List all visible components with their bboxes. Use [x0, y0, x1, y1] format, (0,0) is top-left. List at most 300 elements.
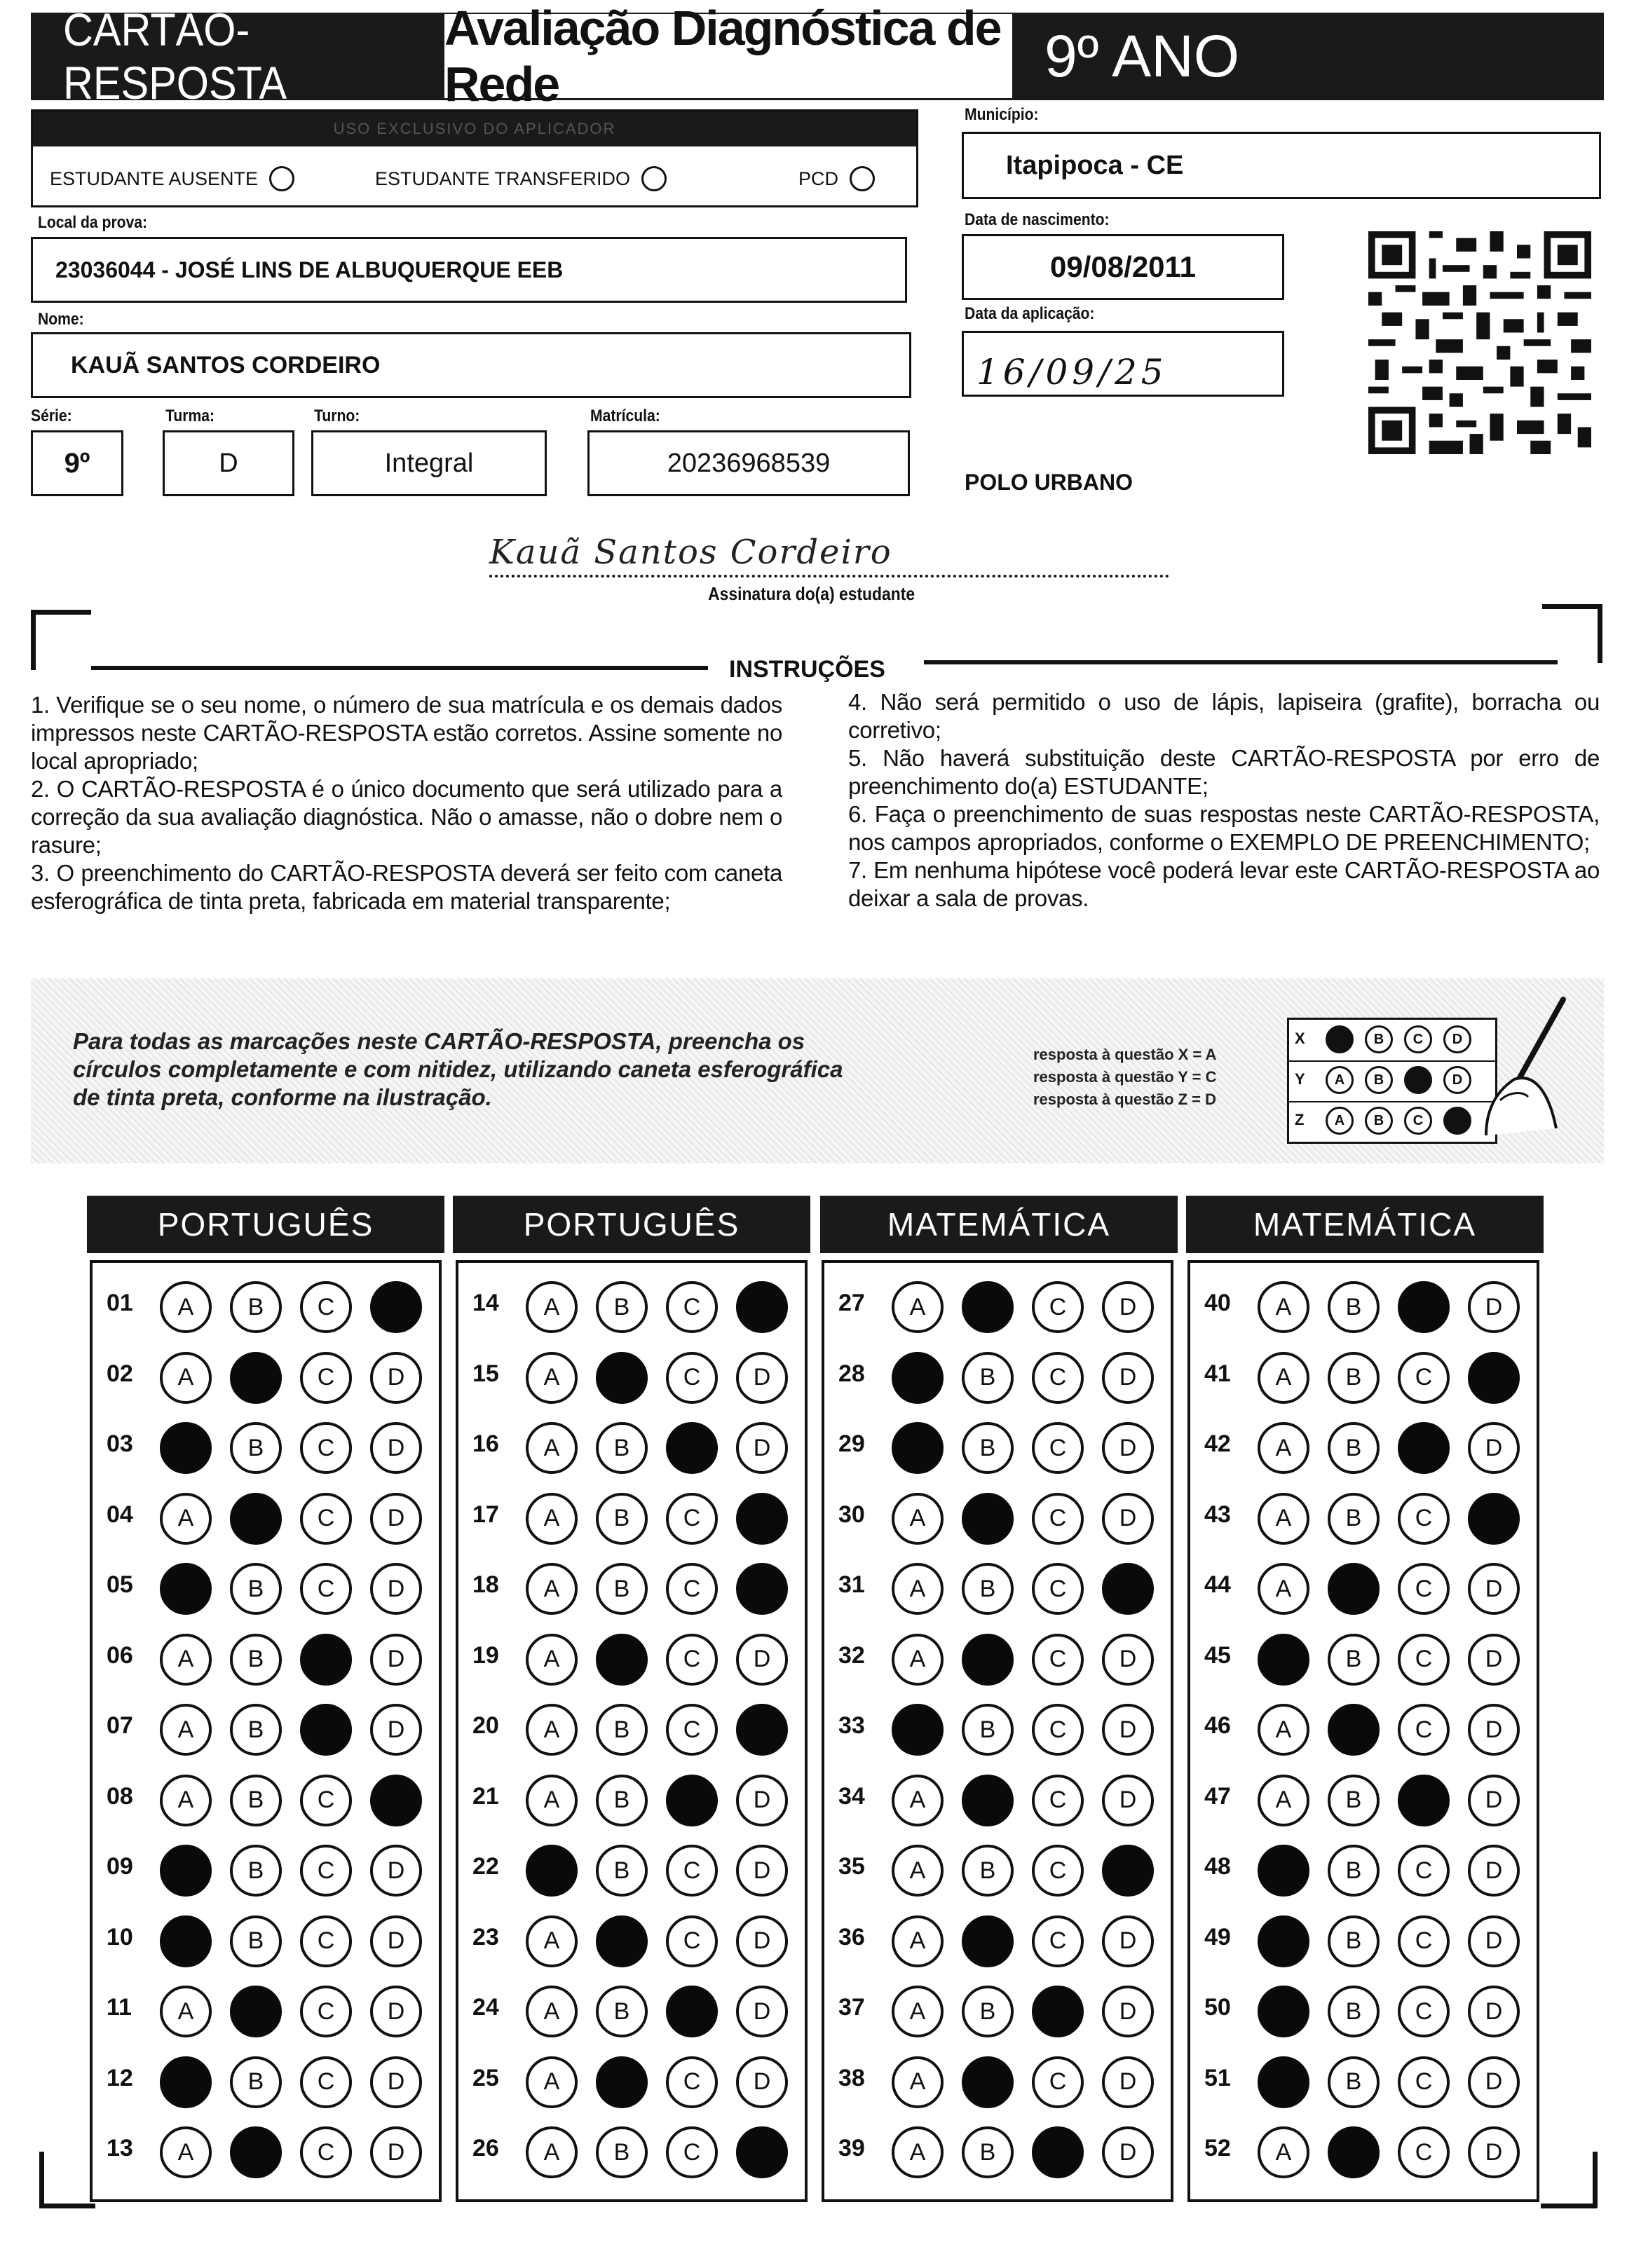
answer-bubble-c[interactable]: C [300, 1634, 352, 1686]
answer-bubble-d[interactable]: D [370, 1352, 422, 1404]
instruction-3: 3. O preenchimento do CARTÃO-RESPOSTA deverá ser feito com caneta esferográfica de tinta preta, fabricada em material transparente; [31, 860, 782, 914]
answer-bubble-a[interactable]: A [160, 1352, 212, 1404]
absent-radio[interactable] [269, 166, 294, 191]
answer-bubble-b[interactable]: B [1328, 1915, 1380, 1967]
answer-bubble-d[interactable]: D [1102, 1915, 1154, 1967]
answer-bubble-c[interactable]: C [666, 2056, 718, 2108]
answer-bubble-a[interactable]: A [526, 1845, 578, 1897]
signature-area[interactable] [489, 533, 1169, 575]
answer-bubble-a[interactable]: A [1258, 1493, 1309, 1545]
answer-bubble-a[interactable]: A [526, 2126, 578, 2178]
answer-bubble-b[interactable]: B [230, 1704, 282, 1756]
answer-bubble-b[interactable]: B [962, 1634, 1014, 1686]
name-value: KAUÃ SANTOS CORDEIRO [71, 351, 381, 378]
answer-bubble-a[interactable]: A [892, 1634, 944, 1686]
answer-bubble-c[interactable]: C [1032, 1775, 1084, 1826]
question-row [93, 1276, 439, 1339]
applicator-heading: USO EXCLUSIVO DO APLICADOR [33, 111, 916, 146]
answer-bubble-a[interactable]: A [892, 1281, 944, 1333]
answer-bubble-b[interactable]: B [230, 1352, 282, 1404]
answer-bubble-a[interactable]: A [892, 1352, 944, 1404]
answer-bubble-d[interactable]: D [736, 1352, 788, 1404]
answer-bubble-a[interactable]: A [526, 2056, 578, 2108]
answer-bubble-a[interactable]: A [1258, 1986, 1309, 2037]
application-date-field[interactable] [962, 331, 1284, 397]
answer-bubble-d[interactable]: D [370, 1704, 422, 1756]
answer-bubble-a[interactable]: A [1258, 1563, 1309, 1615]
answer-bubble-d[interactable]: D [1102, 1563, 1154, 1615]
example-bubble-d: D [1443, 1066, 1471, 1094]
answer-bubble-a[interactable]: A [1258, 1704, 1309, 1756]
local-value: 23036044 - JOSÉ LINS DE ALBUQUERQUE EEB [55, 257, 564, 282]
answer-bubble-c[interactable]: C [1032, 1704, 1084, 1756]
question-row [93, 1416, 439, 1480]
answer-bubble-a[interactable]: A [1258, 1281, 1309, 1333]
answer-bubble-b[interactable]: B [596, 1915, 648, 1967]
answer-bubble-c[interactable]: C [1032, 1634, 1084, 1686]
answer-bubble-a[interactable]: A [1258, 1422, 1309, 1474]
answer-bubble-b[interactable]: B [230, 1634, 282, 1686]
answer-bubble-b[interactable]: B [1328, 2056, 1380, 2108]
answer-bubble-c[interactable]: C [300, 2056, 352, 2108]
answer-bubble-a[interactable]: A [160, 1422, 212, 1474]
answer-bubble-b[interactable]: B [596, 1634, 648, 1686]
answer-bubble-a[interactable]: A [1258, 2126, 1309, 2178]
turma-value: D [219, 448, 238, 478]
answer-bubble-b[interactable]: B [962, 1775, 1014, 1826]
answer-bubble-a[interactable]: A [526, 1563, 578, 1615]
answer-bubble-c[interactable]: C [1398, 1704, 1450, 1756]
answer-bubble-d[interactable]: D [736, 2126, 788, 2178]
answer-bubble-b[interactable]: B [230, 1563, 282, 1615]
answer-bubble-d[interactable]: D [1468, 1775, 1520, 1826]
answer-bubble-a[interactable]: A [1258, 1634, 1309, 1686]
example-bubble-c: C [1404, 1025, 1432, 1053]
answer-bubble-c[interactable]: C [666, 1915, 718, 1967]
question-number: 18 [472, 1571, 499, 1598]
answer-bubble-a[interactable]: A [526, 1986, 578, 2037]
answer-bubble-b[interactable]: B [1328, 1352, 1380, 1404]
pcd-option[interactable] [798, 166, 875, 191]
answer-bubble-d[interactable]: D [1468, 1563, 1520, 1615]
answer-bubble-a[interactable]: A [160, 1775, 212, 1826]
answer-bubble-d[interactable]: D [736, 1281, 788, 1333]
answer-bubble-b[interactable]: B [962, 1422, 1014, 1474]
instruction-1: 1. Verifique se o seu nome, o número de sua matrícula e os demais dados impressos neste CARTÃO-RESPOSTA estão corretos. Assine somente no local apropriado; [31, 692, 782, 774]
answer-bubble-c[interactable]: C [1398, 2126, 1450, 2178]
answer-bubble-a[interactable]: A [892, 1704, 944, 1756]
answer-bubble-b[interactable]: B [230, 1845, 282, 1897]
answer-bubble-d[interactable]: D [1468, 2056, 1520, 2108]
question-row [458, 1276, 805, 1339]
answer-bubble-d[interactable]: D [370, 1563, 422, 1615]
question-number: 26 [472, 2135, 499, 2161]
answer-bubble-d[interactable]: D [1102, 1845, 1154, 1897]
answer-bubble-c[interactable]: C [1032, 1915, 1084, 1967]
question-row [1190, 1416, 1537, 1480]
answer-bubble-c[interactable]: C [1398, 1352, 1450, 1404]
answer-bubble-d[interactable]: D [370, 1422, 422, 1474]
question-row [93, 1487, 439, 1550]
name-label: Nome: [38, 310, 84, 329]
answer-bubble-b[interactable]: B [962, 1845, 1014, 1897]
question-number: 41 [1204, 1360, 1231, 1387]
pcd-radio[interactable] [850, 166, 875, 191]
example-bubble-b: B [1365, 1066, 1393, 1094]
answer-bubble-a[interactable]: A [892, 1915, 944, 1967]
municipio-field [962, 132, 1601, 199]
answer-bubble-d[interactable]: D [736, 1845, 788, 1897]
transferred-option[interactable] [375, 166, 667, 191]
answer-bubble-c[interactable]: C [666, 1563, 718, 1615]
answer-bubble-d[interactable]: D [370, 1493, 422, 1545]
question-row [1190, 1346, 1537, 1409]
question-row [824, 1276, 1171, 1339]
answer-bubble-b[interactable]: B [596, 2056, 648, 2108]
answer-bubble-a[interactable]: A [160, 1493, 212, 1545]
answer-bubble-c[interactable]: C [300, 1281, 352, 1333]
answer-bubble-d[interactable]: D [1102, 1775, 1154, 1826]
answer-bubble-b[interactable]: B [1328, 1845, 1380, 1897]
answer-bubble-d[interactable]: D [736, 1704, 788, 1756]
answer-bubble-a[interactable]: A [160, 1634, 212, 1686]
turma-field [163, 430, 294, 496]
answer-bubble-a[interactable]: A [526, 1422, 578, 1474]
question-number: 14 [472, 1290, 499, 1316]
answer-bubble-c[interactable]: C [1032, 2056, 1084, 2108]
question-number: 06 [107, 1641, 133, 1669]
answer-bubble-b[interactable]: B [1328, 1634, 1380, 1686]
answer-bubble-a[interactable]: A [892, 1493, 944, 1545]
example-legend-z: resposta à questão Z = D [1033, 1091, 1217, 1108]
answer-bubble-d[interactable]: D [1468, 1422, 1520, 1474]
answer-bubble-c[interactable]: C [1398, 1915, 1450, 1967]
answer-bubble-b[interactable]: B [230, 1493, 282, 1545]
answer-bubble-c[interactable]: C [300, 1845, 352, 1897]
answer-bubble-b[interactable]: B [1328, 1775, 1380, 1826]
answer-bubble-c[interactable]: C [666, 1422, 718, 1474]
answer-bubble-b[interactable]: B [596, 1845, 648, 1897]
local-field [31, 237, 907, 303]
question-number: 32 [838, 1641, 865, 1669]
answer-bubble-d[interactable]: D [1468, 2126, 1520, 2178]
answer-bubble-c[interactable]: C [300, 1493, 352, 1545]
answer-bubble-b[interactable]: B [1328, 1704, 1380, 1756]
answer-bubble-c[interactable]: C [300, 1352, 352, 1404]
answer-bubble-c[interactable]: C [1398, 1845, 1450, 1897]
answer-bubble-b[interactable]: B [962, 1563, 1014, 1615]
answer-bubble-a[interactable]: A [892, 1422, 944, 1474]
answer-bubble-d[interactable]: D [370, 1634, 422, 1686]
answer-bubble-a[interactable]: A [1258, 1775, 1309, 1826]
answer-section-1 [90, 1260, 442, 2202]
qr-code-icon [1368, 231, 1591, 454]
answer-bubble-a[interactable]: A [1258, 1845, 1309, 1897]
answer-bubble-b[interactable]: B [596, 1775, 648, 1826]
answer-bubble-a[interactable]: A [892, 1845, 944, 1897]
answer-bubble-a[interactable]: A [526, 1493, 578, 1545]
answer-bubble-b[interactable]: B [230, 2126, 282, 2178]
question-number: 35 [838, 1853, 865, 1880]
answer-bubble-b[interactable]: B [230, 1281, 282, 1333]
answer-bubble-d[interactable]: D [370, 1845, 422, 1897]
absent-option[interactable] [50, 166, 294, 191]
answer-bubble-d[interactable]: D [370, 1281, 422, 1333]
answer-bubble-b[interactable]: B [596, 1986, 648, 2037]
answer-bubble-b[interactable]: B [1328, 1281, 1380, 1333]
answer-bubble-b[interactable]: B [1328, 2126, 1380, 2178]
answer-bubble-a[interactable]: A [1258, 2056, 1309, 2108]
answer-bubble-c[interactable]: C [666, 1352, 718, 1404]
answer-bubble-b[interactable]: B [596, 1704, 648, 1756]
answer-bubble-d[interactable]: D [370, 1915, 422, 1967]
answer-bubble-b[interactable]: B [962, 1986, 1014, 2037]
answer-bubble-c[interactable]: C [1032, 1281, 1084, 1333]
answer-bubble-b[interactable]: B [962, 1281, 1014, 1333]
answer-bubble-d[interactable]: D [736, 1775, 788, 1826]
answer-bubble-d[interactable]: D [1102, 1352, 1154, 1404]
answer-bubble-d[interactable]: D [1468, 1634, 1520, 1686]
answer-bubble-c[interactable]: C [1398, 1775, 1450, 1826]
question-number: 29 [838, 1430, 865, 1457]
example-row-label: Y [1295, 1070, 1305, 1088]
corner-bottom-right [1541, 2204, 1597, 2208]
answer-bubble-a[interactable]: A [160, 1915, 212, 1967]
answer-bubble-b[interactable]: B [230, 1986, 282, 2037]
answer-bubble-c[interactable]: C [1032, 1493, 1084, 1545]
answer-bubble-d[interactable]: D [1102, 1704, 1154, 1756]
answer-section-3 [822, 1260, 1173, 2202]
answer-bubble-b[interactable]: B [230, 1775, 282, 1826]
answer-bubble-d[interactable]: D [1468, 1352, 1520, 1404]
answer-bubble-a[interactable]: A [526, 1915, 578, 1967]
answer-bubble-b[interactable]: B [1328, 1422, 1380, 1474]
answer-bubble-d[interactable]: D [370, 1986, 422, 2037]
answer-bubble-c[interactable]: C [666, 1845, 718, 1897]
question-row [458, 1416, 805, 1480]
question-row [824, 1557, 1171, 1620]
instruction-7: 7. Em nenhuma hipótese você poderá levar este CARTÃO-RESPOSTA ao deixar a sala de provas. [848, 857, 1600, 911]
answer-bubble-b[interactable]: B [962, 1493, 1014, 1545]
question-row [93, 1346, 439, 1409]
corner-top-right [1542, 604, 1602, 609]
answer-bubble-a[interactable]: A [892, 2126, 944, 2178]
answer-bubble-c[interactable]: C [1032, 1422, 1084, 1474]
turno-field [311, 430, 547, 496]
question-number: 37 [838, 1994, 865, 2021]
answer-bubble-c[interactable]: C [300, 1422, 352, 1474]
question-number: 23 [472, 1923, 499, 1951]
answer-bubble-b[interactable]: B [1328, 1493, 1380, 1545]
question-number: 27 [838, 1290, 865, 1316]
answer-bubble-c[interactable]: C [300, 1563, 352, 1615]
answer-bubble-a[interactable]: A [892, 1563, 944, 1615]
answer-bubble-c[interactable]: C [300, 1986, 352, 2037]
answer-bubble-c[interactable]: C [300, 1915, 352, 1967]
answer-bubble-b[interactable]: B [962, 2056, 1014, 2108]
corner-top-left-v [31, 610, 36, 670]
answer-bubble-d[interactable]: D [1468, 1704, 1520, 1756]
answer-bubble-a[interactable]: A [526, 1281, 578, 1333]
answer-bubble-a[interactable]: A [160, 1986, 212, 2037]
answer-bubble-b[interactable]: B [230, 2056, 282, 2108]
answer-bubble-b[interactable]: B [230, 1422, 282, 1474]
answer-bubble-d[interactable]: D [736, 1493, 788, 1545]
corner-bottom-left [39, 2204, 95, 2208]
answer-bubble-d[interactable]: D [1468, 1845, 1520, 1897]
answer-bubble-c[interactable]: C [666, 1775, 718, 1826]
answer-bubble-d[interactable]: D [1102, 2056, 1154, 2108]
answer-bubble-c[interactable]: C [666, 1634, 718, 1686]
answer-bubble-c[interactable]: C [1032, 2126, 1084, 2178]
answer-bubble-d[interactable]: D [370, 2056, 422, 2108]
answer-bubble-d[interactable]: D [1102, 2126, 1154, 2178]
applicator-box [31, 109, 918, 207]
answer-bubble-c[interactable]: C [300, 2126, 352, 2178]
answer-bubble-a[interactable]: A [160, 1845, 212, 1897]
birthdate-value: 09/08/2011 [1050, 250, 1196, 283]
application-date-label: Data da aplicação: [965, 304, 1095, 323]
answer-bubble-b[interactable]: B [962, 2126, 1014, 2178]
answer-bubble-a[interactable]: A [160, 2126, 212, 2178]
answer-bubble-c[interactable]: C [666, 1493, 718, 1545]
answer-bubble-c[interactable]: C [1398, 1634, 1450, 1686]
question-row [824, 1346, 1171, 1409]
answer-bubble-b[interactable]: B [1328, 1563, 1380, 1615]
answer-bubble-c[interactable]: C [1398, 1422, 1450, 1474]
question-row [458, 1346, 805, 1409]
answer-bubble-b[interactable]: B [596, 2126, 648, 2178]
answer-bubble-b[interactable]: B [596, 1352, 648, 1404]
example-row-label: X [1295, 1030, 1305, 1047]
answer-bubble-c[interactable]: C [300, 1704, 352, 1756]
answer-bubble-c[interactable]: C [666, 1704, 718, 1756]
answer-bubble-c[interactable]: C [1032, 1352, 1084, 1404]
instruction-5: 5. Não haverá substituição deste CARTÃO-RESPOSTA por erro de preenchimento do(a) ESTUDANTE; [848, 745, 1600, 799]
answer-bubble-b[interactable]: B [230, 1915, 282, 1967]
local-label: Local da prova: [38, 213, 148, 232]
transferred-radio[interactable] [641, 166, 667, 191]
answer-bubble-c[interactable]: C [666, 1281, 718, 1333]
answer-bubble-c[interactable]: C [666, 2126, 718, 2178]
question-row [458, 1557, 805, 1620]
question-row [93, 1628, 439, 1691]
answer-bubble-d[interactable]: D [1468, 1493, 1520, 1545]
hand-pen-icon [1458, 995, 1570, 1135]
answer-bubble-a[interactable]: A [526, 1634, 578, 1686]
answer-bubble-b[interactable]: B [962, 1704, 1014, 1756]
answer-bubble-d[interactable]: D [1468, 1986, 1520, 2037]
answer-bubble-d[interactable]: D [736, 1422, 788, 1474]
question-number: 28 [838, 1360, 865, 1387]
answer-bubble-c[interactable]: C [1398, 1563, 1450, 1615]
answer-bubble-a[interactable]: A [526, 1352, 578, 1404]
answer-bubble-a[interactable]: A [1258, 1915, 1309, 1967]
answer-bubble-b[interactable]: B [596, 1281, 648, 1333]
answer-bubble-b[interactable]: B [596, 1493, 648, 1545]
question-row [824, 2051, 1171, 2114]
question-row [824, 1980, 1171, 2043]
answer-bubble-d[interactable]: D [736, 1634, 788, 1686]
answer-bubble-a[interactable]: A [160, 1704, 212, 1756]
answer-bubble-d[interactable]: D [370, 2126, 422, 2178]
example-legend-x: resposta à questão X = A [1033, 1046, 1217, 1063]
question-number: 01 [107, 1290, 133, 1316]
answer-bubble-c[interactable]: C [1032, 1563, 1084, 1615]
answer-bubble-b[interactable]: B [596, 1563, 648, 1615]
answer-bubble-b[interactable]: B [1328, 1986, 1380, 2037]
answer-bubble-a[interactable]: A [1258, 1352, 1309, 1404]
answer-bubble-d[interactable]: D [1102, 1281, 1154, 1333]
question-number: 51 [1204, 2064, 1231, 2091]
answer-bubble-d[interactable]: D [736, 1563, 788, 1615]
question-number: 39 [838, 2135, 865, 2161]
answer-bubble-a[interactable]: A [892, 1775, 944, 1826]
answer-bubble-c[interactable]: C [1032, 1845, 1084, 1897]
answer-bubble-a[interactable]: A [892, 1986, 944, 2037]
answer-bubble-d[interactable]: D [736, 1915, 788, 1967]
question-row [824, 1839, 1171, 1902]
question-number: 31 [838, 1571, 865, 1598]
answer-bubble-d[interactable]: D [1102, 1634, 1154, 1686]
answer-bubble-d[interactable]: D [736, 2056, 788, 2108]
answer-bubble-c[interactable]: C [666, 1986, 718, 2037]
answer-bubble-b[interactable]: B [962, 1352, 1014, 1404]
answer-bubble-d[interactable]: D [1468, 1915, 1520, 1967]
question-row [1190, 1276, 1537, 1339]
municipio-value: Itapipoca - CE [1006, 150, 1184, 180]
question-row [458, 1910, 805, 1973]
serie-field [31, 430, 123, 496]
answer-bubble-a[interactable]: A [160, 1281, 212, 1333]
answer-bubble-d[interactable]: D [1102, 1422, 1154, 1474]
instructions-left [31, 691, 782, 915]
answer-bubble-a[interactable]: A [526, 1704, 578, 1756]
answer-bubble-d[interactable]: D [370, 1775, 422, 1826]
polo-label: POLO URBANO [965, 470, 1133, 495]
answer-bubble-a[interactable]: A [160, 2056, 212, 2108]
answer-bubble-a[interactable]: A [160, 1563, 212, 1615]
answer-bubble-d[interactable]: D [1102, 1493, 1154, 1545]
answer-bubble-a[interactable]: A [892, 2056, 944, 2108]
question-row [824, 1416, 1171, 1480]
answer-bubble-c[interactable]: C [1398, 1493, 1450, 1545]
answer-bubble-c[interactable]: C [1032, 1986, 1084, 2037]
question-number: 19 [472, 1641, 499, 1669]
question-number: 15 [472, 1360, 499, 1387]
question-row [93, 1698, 439, 1761]
question-number: 05 [107, 1571, 133, 1598]
answer-bubble-d[interactable]: D [736, 1986, 788, 2037]
signature-label: Assinatura do(a) estudante [708, 583, 915, 604]
answer-bubble-c[interactable]: C [1398, 1281, 1450, 1333]
question-row [458, 1769, 805, 1832]
answer-bubble-c[interactable]: C [300, 1775, 352, 1826]
section-header-3: MATEMÁTICA [820, 1196, 1178, 1253]
section-header-1: PORTUGUÊS [87, 1196, 444, 1253]
handwritten-signature: Kauã Santos Cordeiro [489, 533, 892, 572]
answer-bubble-c[interactable]: C [1398, 2056, 1450, 2108]
answer-bubble-d[interactable]: D [1468, 1281, 1520, 1333]
question-row [824, 1769, 1171, 1832]
answer-bubble-b[interactable]: B [596, 1422, 648, 1474]
answer-bubble-b[interactable]: B [962, 1915, 1014, 1967]
example-legend-y: resposta à questão Y = C [1033, 1068, 1217, 1086]
question-number: 04 [107, 1501, 133, 1528]
answer-bubble-c[interactable]: C [1398, 1986, 1450, 2037]
answer-bubble-a[interactable]: A [526, 1775, 578, 1826]
answer-bubble-d[interactable]: D [1102, 1986, 1154, 2037]
